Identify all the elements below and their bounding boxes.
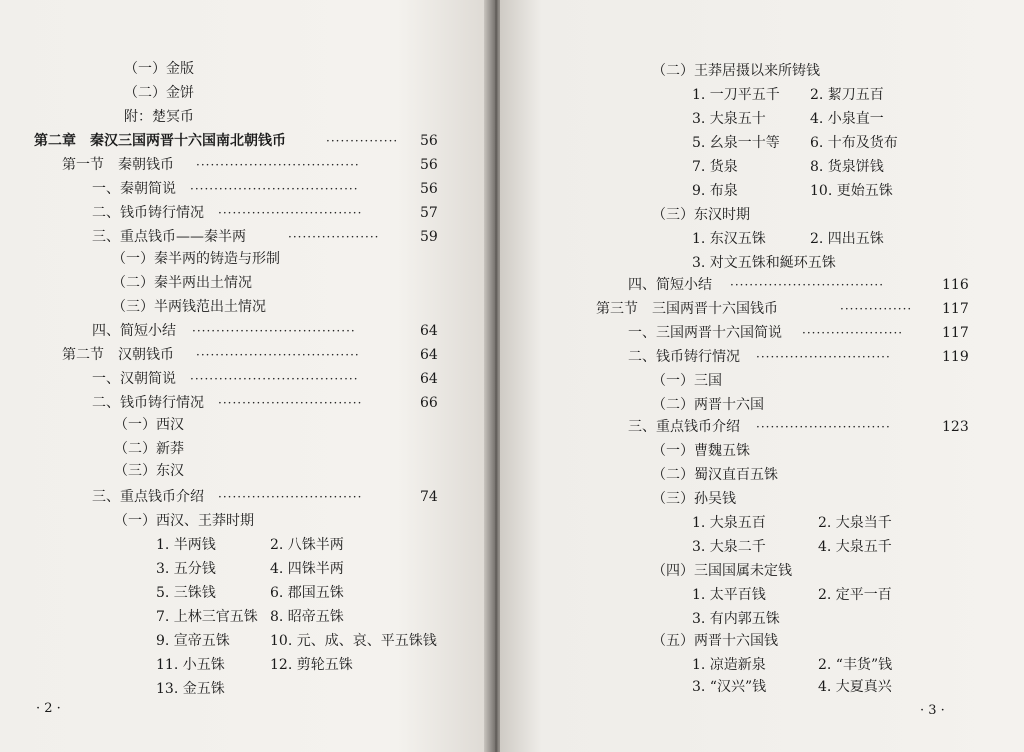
dot-leader: ······························ [218,396,363,410]
page-number: 119 [942,349,969,365]
page-number: 64 [420,371,438,387]
toc-entry: 附：楚冥币 [124,109,194,125]
page-number: 117 [942,301,969,317]
toc-entry: 13. 金五铢 [156,681,225,697]
section-heading: 第三节 三国两晋十六国钱币 [596,301,778,317]
toc-entry: 2. 四出五铢 [810,231,884,247]
toc-entry: （一）金版 [124,61,194,77]
toc-entry: 5. 三铢钱 [156,585,216,601]
dot-leader: ······························ [218,490,363,504]
toc-entry: 2. 絜刀五百 [810,87,884,103]
toc-entry: 2. 八铢半两 [270,537,344,553]
toc-entry: （一）西汉 [114,417,184,433]
dot-leader: ····················· [802,326,904,340]
toc-entry: 二、钱币铸行情况 [628,349,740,365]
toc-entry: （二）王莽居摄以来所铸钱 [652,63,820,79]
section-heading: 第一节 秦朝钱币 [62,157,174,173]
toc-entry: 三、重点钱币——秦半两 [92,229,246,245]
dot-leader: ··················· [288,230,380,244]
page-number: 56 [420,133,438,149]
toc-entry: 一、秦朝简说 [92,181,176,197]
toc-entry: 12. 剪轮五铢 [270,657,353,673]
dot-leader: ···························· [756,420,891,434]
toc-entry: 2. 大泉当千 [818,515,892,531]
toc-entry: 1. 凉造新泉 [692,657,766,673]
page-number: 64 [420,323,438,339]
page-number: 64 [420,347,438,363]
toc-entry: （二）金饼 [124,85,194,101]
toc-entry: 四、简短小结 [628,277,712,293]
toc-entry: 7. 上林三官五铢 [156,609,258,625]
toc-entry: 10. 更始五铢 [810,183,893,199]
dot-leader: ·································· [192,324,356,338]
page-folio: · 3 · [920,703,945,718]
page-number: 74 [420,489,438,505]
chapter-heading: 第二章 秦汉三国两晋十六国南北朝钱币 [34,133,286,149]
page-number: 116 [942,277,969,293]
toc-entry: 8. 货泉饼钱 [810,159,884,175]
toc-entry: （五）两晋十六国钱 [652,633,778,649]
toc-entry: 3. 五分钱 [156,561,216,577]
toc-entry: （一）秦半两的铸造与形制 [112,251,280,267]
toc-entry: 5. 幺泉一十等 [692,135,780,151]
toc-entry: （四）三国国属未定钱 [652,563,792,579]
toc-entry: 3. 大泉二千 [692,539,766,555]
toc-entry: 9. 宣帝五铢 [156,633,230,649]
dot-leader: ··································· [190,182,359,196]
toc-entry: （三）孙吴钱 [652,491,736,507]
toc-entry: （二）新莽 [114,441,184,457]
toc-entry: 6. 郡国五铢 [270,585,344,601]
page-number: 117 [942,325,969,341]
dot-leader: ································ [730,278,885,292]
page-number: 59 [420,229,438,245]
toc-entry: 6. 十布及货布 [810,135,898,151]
dot-leader: ·································· [196,348,360,362]
toc-entry: 9. 布泉 [692,183,738,199]
toc-entry: （二）秦半两出土情况 [112,275,252,291]
toc-entry: 4. 四铢半两 [270,561,344,577]
toc-entry: 2. “丰货”钱 [818,657,893,673]
dot-leader: ··································· [190,372,359,386]
toc-entry: 3. 大泉五十 [692,111,766,127]
toc-entry: 7. 货泉 [692,159,738,175]
toc-entry: 一、汉朝简说 [92,371,176,387]
page-number: 66 [420,395,438,411]
toc-entry: 一、三国两晋十六国简说 [628,325,782,341]
toc-entry: 二、钱币铸行情况 [92,395,204,411]
dot-leader: ··············· [840,302,913,316]
right-page [500,0,1024,752]
toc-entry: （三）东汉时期 [652,207,750,223]
page-number: 57 [420,205,438,221]
toc-entry: （二）两晋十六国 [652,397,764,413]
toc-entry: 二、钱币铸行情况 [92,205,204,221]
dot-leader: ·································· [196,158,360,172]
toc-entry: 1. 东汉五铢 [692,231,766,247]
dot-leader: ···························· [756,350,891,364]
dot-leader: ··············· [326,134,399,148]
toc-entry: 三、重点钱币介绍 [92,489,204,505]
toc-entry: （三）半两钱范出土情况 [112,299,266,315]
toc-entry: （一）三国 [652,373,722,389]
toc-entry: 3. 对文五铢和綖环五铢 [692,255,836,271]
toc-entry: 2. 定平一百 [818,587,892,603]
toc-entry: 3. 有内郭五铢 [692,611,780,627]
toc-entry: 1. 半两钱 [156,537,216,553]
toc-entry: 四、简短小结 [92,323,176,339]
toc-entry: （三）东汉 [114,463,184,479]
toc-entry: 1. 太平百钱 [692,587,766,603]
page-number: 56 [420,181,438,197]
toc-entry: 4. 大泉五千 [818,539,892,555]
toc-entry: 三、重点钱币介绍 [628,419,740,435]
toc-entry: 10. 元、成、哀、平五铢钱 [270,633,437,649]
toc-entry: 4. 大夏真兴 [818,679,892,695]
toc-entry: （一）西汉、王莽时期 [114,513,254,529]
dot-leader: ······························ [218,206,363,220]
toc-entry: 4. 小泉直一 [810,111,884,127]
toc-entry: 1. 大泉五百 [692,515,766,531]
left-page [0,0,496,752]
page-number: 56 [420,157,438,173]
page-folio: · 2 · [36,701,61,716]
section-heading: 第二节 汉朝钱币 [62,347,174,363]
toc-entry: 8. 昭帝五铢 [270,609,344,625]
toc-entry: 11. 小五铢 [156,657,225,673]
toc-entry: 1. 一刀平五千 [692,87,780,103]
toc-entry: 3. “汉兴”钱 [692,679,767,695]
toc-entry: （一）曹魏五铢 [652,443,750,459]
toc-entry: （二）蜀汉直百五铢 [652,467,778,483]
page-number: 123 [942,419,969,435]
